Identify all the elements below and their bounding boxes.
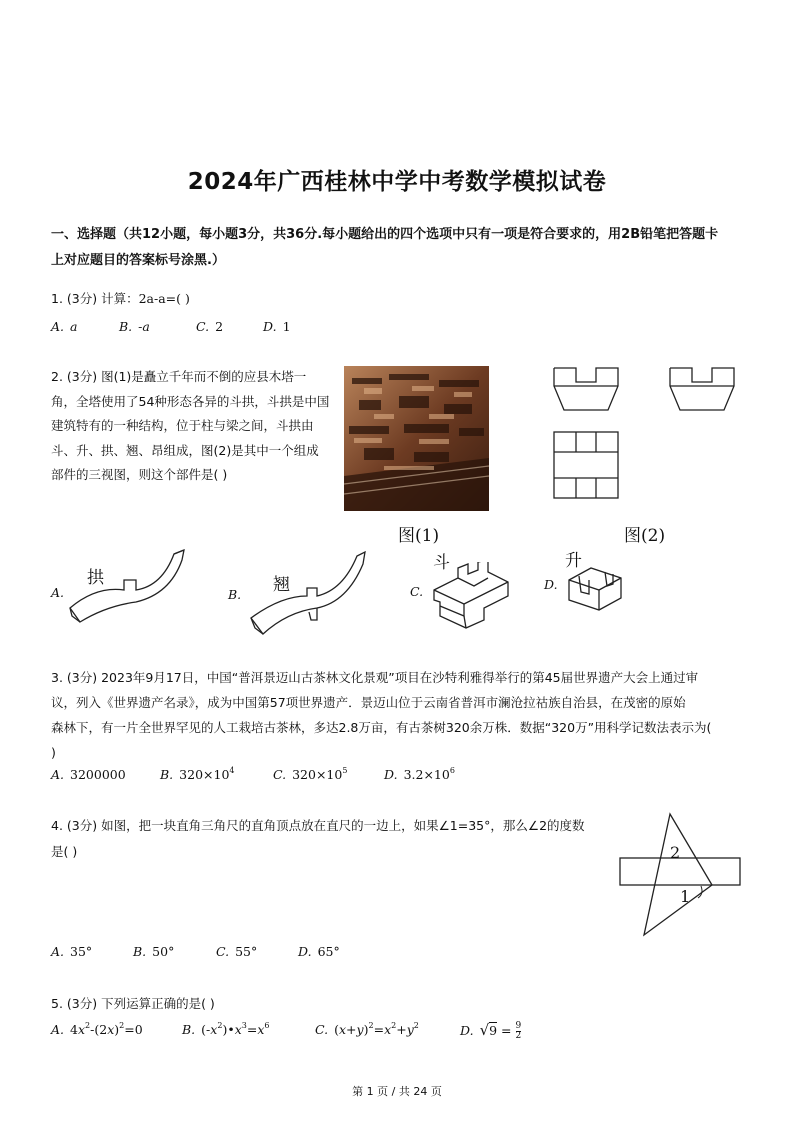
q1-option-d[interactable]: D. 1 bbox=[263, 319, 291, 334]
q2-option-a-figure[interactable] bbox=[66, 546, 190, 626]
q2-option-c-letter[interactable]: C. bbox=[410, 584, 424, 599]
q2-line-4: 斗、升、拱、翘、昂组成，图(2)是其中一个组成 bbox=[51, 442, 319, 458]
q2-line-5: 部件的三视图，则这个部件是( ) bbox=[51, 467, 228, 482]
q1-option-b[interactable]: B. -a bbox=[119, 319, 150, 334]
q4-option-d[interactable]: D. 65° bbox=[298, 944, 340, 959]
q2-option-d-char: 升 bbox=[565, 551, 582, 571]
pagoda-bracket-photo bbox=[344, 366, 489, 511]
q5-option-b[interactable]: B. $(-x^2)•x^3=x^6$ bbox=[182, 1021, 270, 1037]
q2-line-2: 角，全塔使用了54种形态各异的斗拱，斗拱是中国 bbox=[51, 393, 330, 409]
q1-option-a[interactable]: A. a bbox=[51, 319, 78, 334]
q2-option-a-char: 拱 bbox=[87, 568, 104, 588]
q4-option-c[interactable]: C. 55° bbox=[216, 944, 258, 959]
question-4 bbox=[51, 813, 621, 865]
q5-option-c[interactable]: C. $(x+y)^2=x^2+y^2$ bbox=[315, 1021, 419, 1037]
question-5: 5. (3分) 下列运算正确的是( ) bbox=[51, 996, 215, 1011]
q4-line-2: 是( ) bbox=[51, 844, 78, 859]
q2-option-d-figure[interactable] bbox=[565, 564, 627, 614]
q3-line-3: 森林下，有一片全世界罕见的人工栽培古茶林，多达2.8万亩，有古茶树320余万株．数据“320万”用科学记数法表示为( bbox=[51, 720, 712, 735]
q2-option-d-letter[interactable]: D. bbox=[544, 577, 558, 592]
q1-option-c[interactable]: C. 2 bbox=[196, 319, 224, 334]
page-footer: 第 1 页 / 共 24 页 bbox=[352, 1085, 442, 1098]
q3-line-1: 3. (3分) 2023年9月17日，中国“普洱景迈山古茶林文化景观”项目在沙特利雅得举行的第45届世界遗产大会上通过审 bbox=[51, 670, 699, 685]
q1-expression: 2a-a=( ) bbox=[138, 291, 190, 306]
q5-option-d[interactable]: D. √9 = $\frac{9}{2}$ bbox=[460, 1021, 522, 1041]
q2-option-b-char: 翘 bbox=[273, 575, 290, 595]
question-3 bbox=[51, 665, 751, 765]
q4-line-1: 4. (3分) 如图，把一块直角三角尺的直角顶点放在直尺的一边上，如果∠1=35°，那么∠2的度数 bbox=[51, 818, 585, 833]
q3-line-2: 议，列入《世界遗产名录》，成为中国第57项世界遗产．景迈山位于云南省普洱市澜沧拉祜族自治县，在茂密的原始 bbox=[51, 695, 686, 710]
q1-options bbox=[51, 317, 751, 337]
q1-stem: 1. (3分) 计算： bbox=[51, 291, 139, 306]
q5-option-a[interactable]: A. $4x^2-(2x)^2=0$ bbox=[51, 1021, 143, 1037]
q3-option-c[interactable]: C. $320\times 10^5$ bbox=[273, 766, 348, 782]
q2-option-b-figure[interactable] bbox=[247, 546, 371, 636]
question-1 bbox=[51, 286, 190, 312]
three-view-drawing bbox=[548, 364, 748, 512]
page-title: 2024年广西桂林中学中考数学模拟试卷 bbox=[187, 169, 607, 195]
q4-options bbox=[51, 942, 751, 962]
question-2 bbox=[51, 365, 346, 488]
section-line-2: 上对应题目的答案标号涂黑.） bbox=[51, 253, 225, 268]
q4-option-a[interactable]: A. 35° bbox=[51, 944, 93, 959]
figure-2-label: 图(2) bbox=[624, 526, 666, 546]
q2-option-c-figure[interactable] bbox=[428, 562, 518, 630]
angle-1-label: 1 bbox=[680, 887, 691, 906]
angle-2-label: 2 bbox=[670, 843, 681, 862]
q3-option-a[interactable]: A. 3200000 bbox=[51, 767, 126, 782]
section-line-1: 一、选择题（共12小题，每小题3分，共36分.每小题给出的四个选项中只有一项是符合要求的，用2B铅笔把答题卡 bbox=[51, 227, 719, 242]
q2-option-a-letter[interactable]: A. bbox=[51, 585, 65, 600]
q3-options bbox=[51, 765, 751, 785]
section-header bbox=[51, 222, 751, 274]
q2-option-c-char: 斗 bbox=[433, 553, 450, 573]
q2-line-3: 建筑特有的一种结构，位于柱与梁之间，斗拱由 bbox=[51, 418, 314, 433]
q2-line-1: 2. (3分) 图(1)是矗立千年而不倒的应县木塔一 bbox=[51, 369, 307, 384]
q3-option-d[interactable]: D. $3.2\times 10^6$ bbox=[384, 766, 455, 782]
q5-options bbox=[51, 1020, 751, 1044]
figure-1-label: 图(1) bbox=[398, 526, 440, 546]
ruler-triangle-figure bbox=[614, 808, 746, 940]
q3-option-b[interactable]: B. $320\times 10^4$ bbox=[160, 766, 235, 782]
q4-option-b[interactable]: B. 50° bbox=[133, 944, 175, 959]
q2-option-b-letter[interactable]: B. bbox=[228, 587, 242, 602]
q3-line-4: ) bbox=[51, 745, 56, 760]
